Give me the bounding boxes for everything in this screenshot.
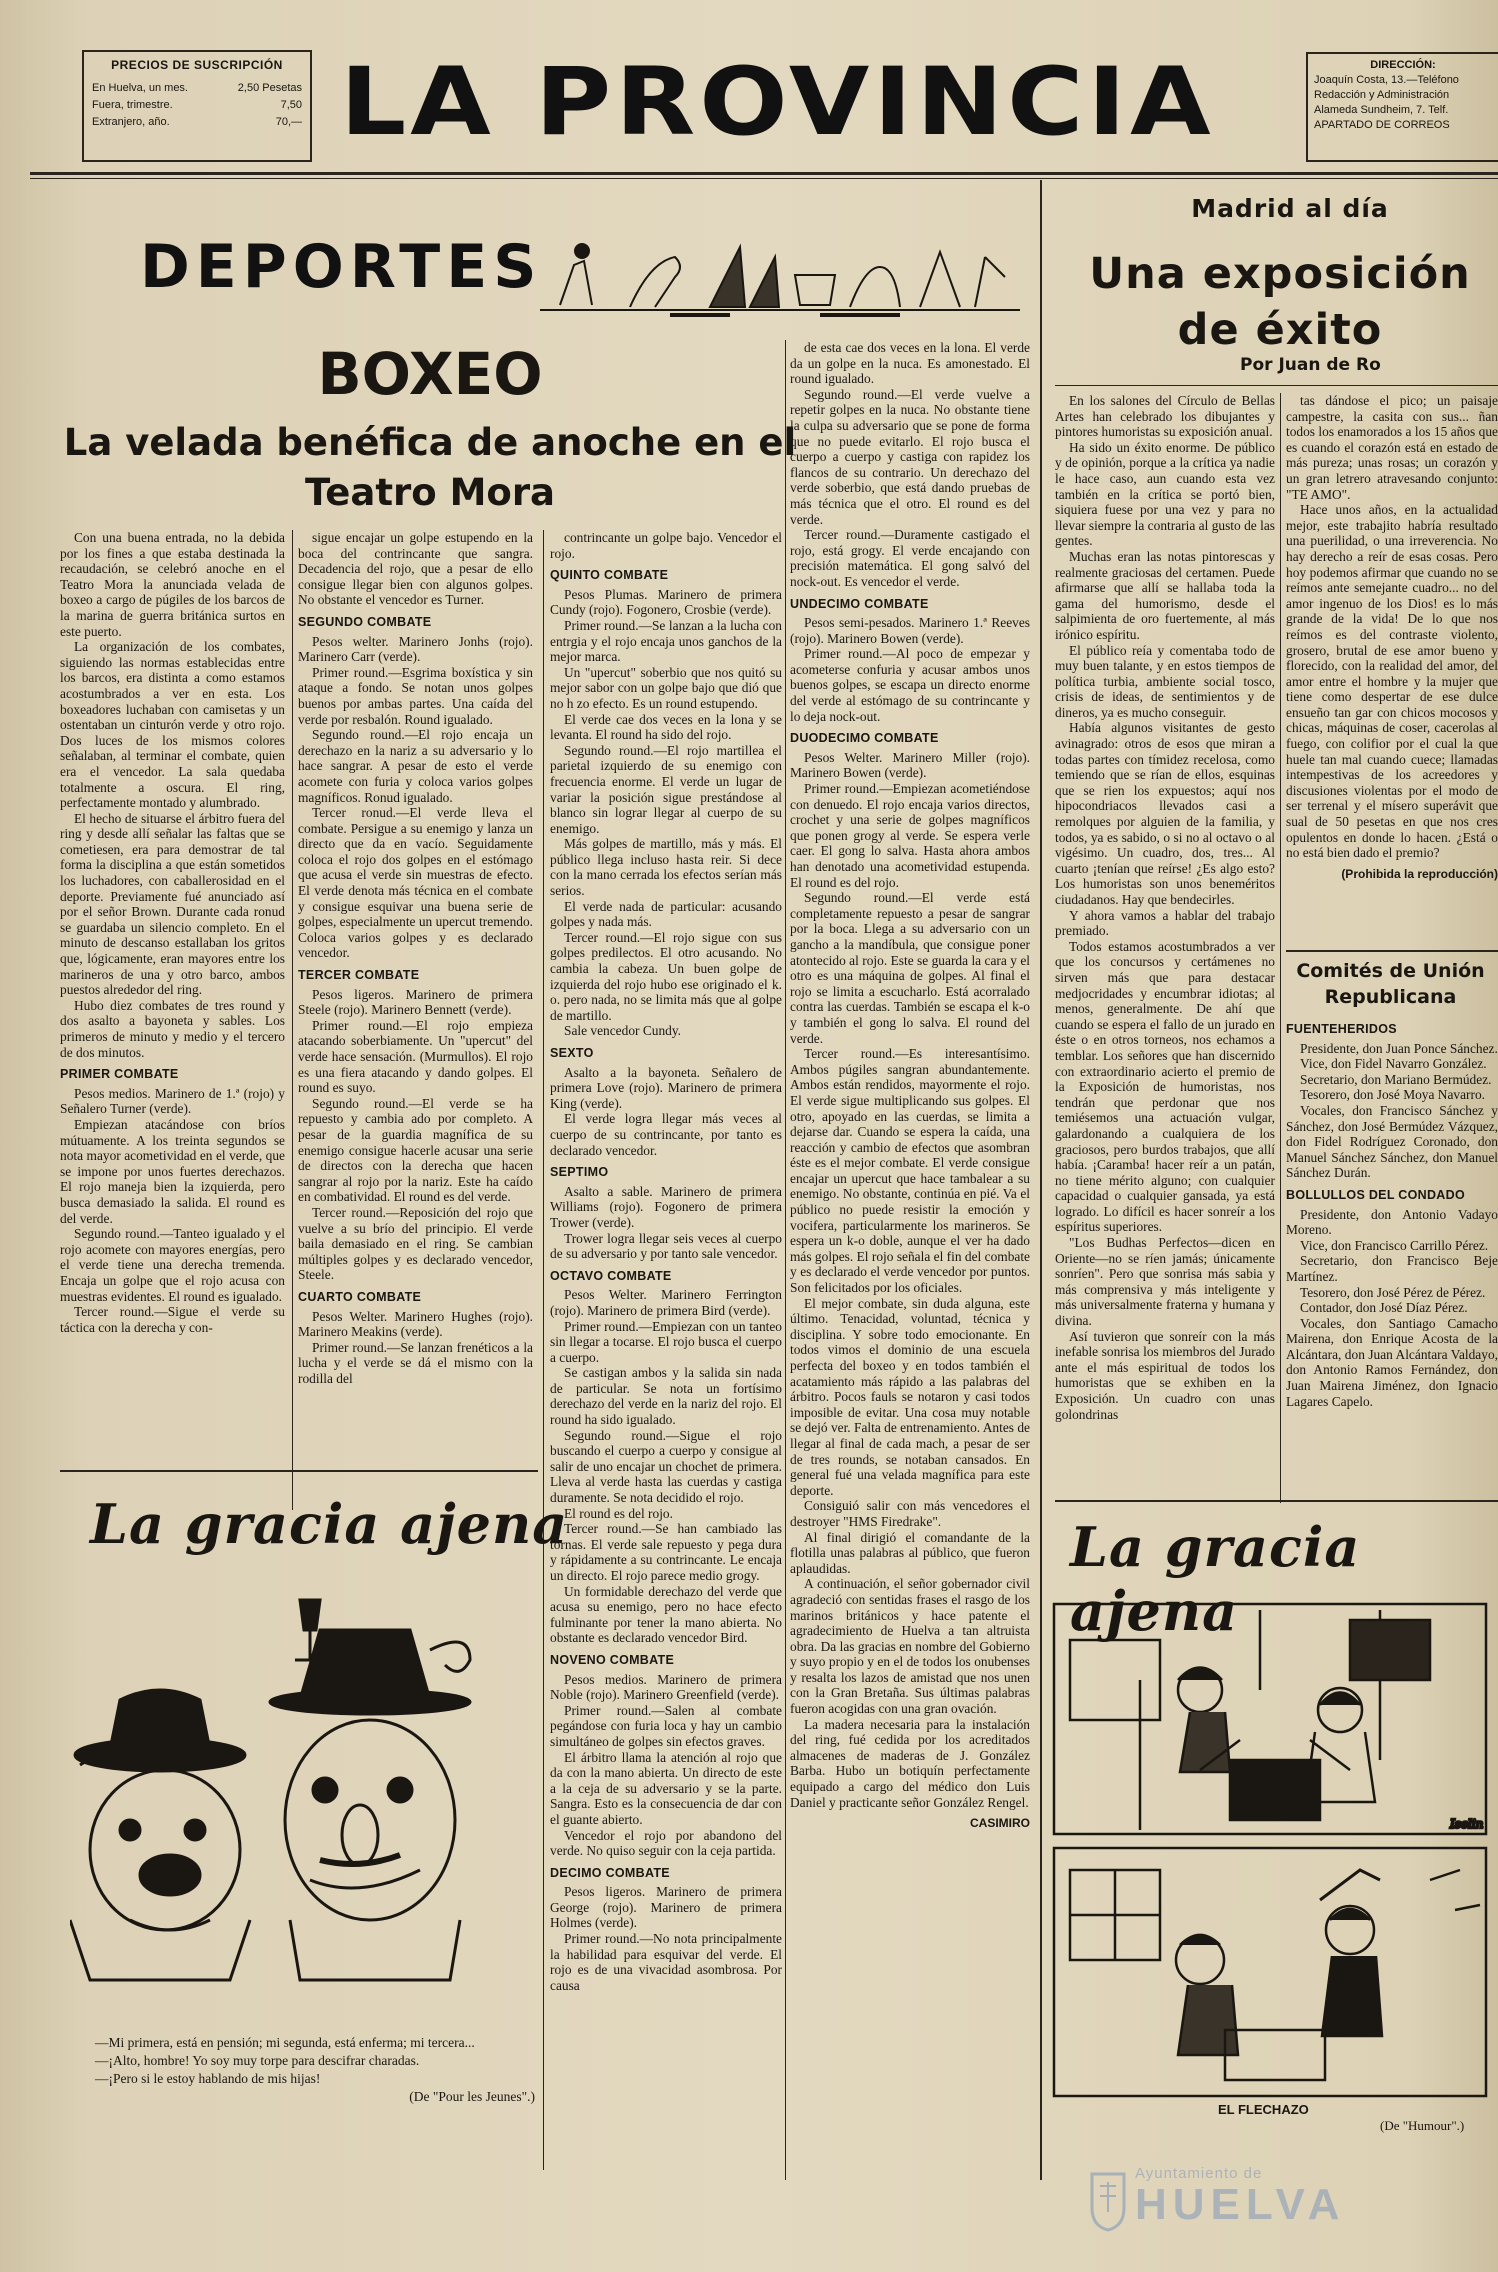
subheading: QUINTO COMBATE [550,568,669,583]
masthead-rule-thin [30,178,1498,179]
subscription-label: En Huelva, un mes. [92,82,188,94]
subheading: TERCER COMBATE [298,968,420,983]
paragraph: El árbitro llama la atención al rojo que da con la mano abierta. Un directo de este a la ceja de su adversario y se la parte. Sangra. Esto es la consecuencia de dar con el guante abierto. [550,1749,782,1827]
comites-heading: Comités de Unión Republicana [1296,960,1485,1008]
paragraph: Sale vencedor Cundy. [564,1023,682,1039]
paragraph: Había algunos visitantes de gesto avinagrado: otros de esos que miran a todas partes con tímidez recelosa, como temiendo que se rían de ellos, esquinas que se rien los expuestos; aquí nos hipocondriacos llevados casi a remolques por alguien de la familia, y todos, ya es sabido, o si no al octavo o al vigésimo. Un cuadro, dos, tres... Al cuarto ¡tenían que reírse! ¿Es algo esto? Los humoristas son unos beneméritos ciudadanos. Hay que bendecirles. [1055,720,1275,907]
paragraph: Pesos Plumas. Marinero de primera Cundy (rojo). Fogonero, Crosbie (verde). [550,586,782,618]
section-divider [1040,180,1042,2180]
paragraph: Primer round.—Se lanzan a la lucha con entrgia y el rojo encaja unos ganchos de la mejor marca. [550,617,782,665]
paragraph: Pesos Welter. Marinero Miller (rojo). Marinero Bowen (verde). [790,749,1030,781]
cartoon-title-left: La gracia ajena [90,1492,569,1556]
address-line: Joaquín Costa, 13.—Teléfono [1314,74,1459,86]
paragraph: Así tuvieron que sonreír con la más inefable sonrisa los miembros del Jurado ante el más espiritual de todos los humoristas que se exhiben en la Exposición. Un cuadro con unas golondrinas [1055,1328,1275,1422]
cartoon-rule [60,1470,538,1472]
paragraph: Primer round.—Salen al combate pegándose con furia loca y hay un cambio simultáneo de golpes sin efectos graves. [550,1702,782,1749]
paragraph: Segundo round.—El verde se ha repuesto y cambia ado por completo. A pesar de la guardia magnífica de su enemigo consigue hacerle acusar una serie de directos con la derecha que hacen sangrar al rojo por la nariz. Este ha caído en combatividad. El round es del verde. [298,1095,533,1205]
section-heading-boxeo: BOXEO [317,340,543,408]
column-divider [543,530,544,2170]
paragraph: Tercer round.—Reposición del rojo que vuelve a su brío del principio. El verde baila demasiado en el ring. Se cambian múltiples golpes y es declarado vencedor, Steele. [298,1204,533,1283]
paragraph: A continuación, el señor gobernador civil agradeció con sentidas frases el rasgo de los marinos británicos y hace patente el agradecimiento de Huelva a tan altruista obra. Da las gracias en nombre del Gobierno y suyo propio y en el de todos los onubenses y resalta los lazos de amistad que nos unen con la Gran Bretaña. Sus últimas palabras fueron acogidas con una gran ovación. [790,1576,1030,1717]
cartoon-title-right: La gracia ajena [1070,1515,1361,1643]
caption-line: —¡Alto, hombre! Yo soy muy torpe para descifrar charadas. [95,2053,420,2068]
paragraph: Un formidable derechazo del verde que acusa su enemigo, pero no hace efecto fulminante por tener la mano abierta. No obstante es declarado vencedor Bird. [550,1583,782,1646]
paragraph: Tercer round.—El rojo sigue con sus golpes predilectos. El otro acusando. No cambia la cabeza. Un buen golpe de izquierda del rojo hubo ese originado el k. o. pero nada, no se limita más que al golpe de martillo. [550,929,782,1023]
paragraph: Tercer round.—Sigue el verde su táctica con la derecha y con- [60,1304,285,1335]
cartoon-illustration-right [1050,1600,1490,2100]
paragraph: Asalto a sable. Marinero de primera Williams (rojo). Fogonero de primera Trower (verde). [550,1183,782,1230]
paragraph: Segundo round.—El rojo martillea el parietal izquierdo de su enemigo con frecuencia enorme. El verde un lugar de variar la posición sigue prestándose al blanco sin lograr llegar al cuerpo de su enemigo. [550,742,782,836]
paragraph: Segundo round.—El verde vuelve a repetir golpes en la nuca. No obstante tiene la culpa su adversario que se pone de forma que no puede evitarlo. El rojo busca el cuerpo a cuerpo y castiga con rapidez los flancos de su contrario. Un derechazo del verde soberbio, que está dando pruebas de más técnica que el otro. El round es del verde. [790,386,1030,527]
paragraph: La organización de los combates, siguiendo las normas establecidas entre los barcos, era distinta a como estamos acostumbrados a ver en esta. Los boxeadores luchaban con camisetas y un ostentaban un cinturón verde y otro rojo. Dos luces de los mismos colores señalaban, al terminar el combate, quien era el vencedor. La sala quedaba totalmente a oscura. El ring, perfectamente montado y alumbrado. [60,639,285,811]
paragraph: Segundo round.—Sigue el rojo buscando el cuerpo a cuerpo y consigue al salir de uno encajar un chochet de primera. Lleva al verde hasta las cuerdas y castiga duramente. Se nota decidido el rojo. [550,1427,782,1506]
signature: CASIMIRO [970,1816,1030,1831]
paragraph: El mejor combate, sin duda alguna, este último. Tenacidad, voluntad, técnica y disciplina. Y sobre todo emocionante. En todos vimos el dominio de una escuela perfecta del boxeo y en todos también el acatamiento más rápido a las palabras del árbitro. Pocos fauls se notaron y casi todos imposible de evitar. Una cosa muy notable se dejó ver. Falta de entrenamiento. Antes de llegar al final de cada mach, a pesar de ser de tres rounds, se notaban cansados. En general fué una velada magnífica para este deporte. [790,1295,1030,1498]
column-divider [292,530,293,1510]
subheading: CUARTO COMBATE [298,1289,422,1304]
paragraph: Tercer ronud.—El verde lleva el combate. Persigue a su enemigo y lanza un directo que da en vacío. Seguidamente coloca el rojo dos golpes en el estómago que acusa el verde sin muestras de efecto. El verde denota más técnica en el combate y consigue esquivar una buena serie de golpes, especialmente un upercut tremendo. Coloca varios golpes y es declarado vencedor. [298,805,533,961]
madrid-column-1 [1055,393,1275,1503]
paragraph: Pesos ligeros. Marinero de primera George (rojo). Marinero de primera Holmes (verde). [550,1884,782,1931]
paragraph: Primer round.—Esgrima boxística y sin ataque a fondo. Se notan unos golpes buenos por ambas partes. Una caída del verde por resbalón. Round igualado. [298,664,533,727]
newspaper-title: LA PROVINCIA [340,46,1215,157]
address-heading: DIRECCIÓN: [1370,59,1436,71]
paragraph: Al final dirigió el comandante de la flotilla unas palabras al público, que fueron aplaudidas. [790,1529,1030,1576]
coat-of-arms-icon [1088,2168,1128,2232]
paragraph: Presidente, don Antonio Vadayo Moreno. [1286,1206,1498,1238]
subscription-label: Fuera, trimestre. [92,99,173,111]
paragraph: Hubo diez combates de tres round y dos asalto a bayoneta y sables. Los primeros de minuto y medio y el tercero de dos minutos. [60,997,285,1060]
subheading: SEGUNDO COMBATE [298,614,432,629]
sports-column-2 [298,530,533,1510]
paragraph: El hecho de situarse el árbitro fuera del ring y desde allí señalar las faltas que se cometiesen, era para demostrar de tal forma la disciplina a que están sometidos los luchadores, con caballerosidad en el deporte. Previamente fué anunciado así por el señor Brown. Durante cada ronud se guardaba un silencio completo. En el minuto de descanso estallaban los gritos que, lógicamente, eran mayores entre los marineros de una y otro barco, ambos puestos alrededor del ring. [60,810,285,998]
address-box [1306,52,1498,162]
subscription-box [82,50,312,162]
article-headline: La velada benéfica de anoche en el Teatro Mora [63,421,797,514]
paragraph: Asalto a la bayoneta. Señalero de primera Love (rojo). Marinero de primera King (verde). [550,1064,782,1111]
subscription-price: 7,50 [280,99,302,111]
paragraph: El público reía y comentaba todo de muy buen talante, y en estos tiempos de política turbia, ambiente social tosco, crisis de ideas, de sentimientos y de dineros, ya es mucho conseguir. [1055,642,1275,720]
paragraph: Secretario, don Francisco Beje Martínez. [1286,1253,1498,1284]
address-line: Alameda Sundheim, 7. Telf. [1314,104,1449,116]
paragraph: de esta cae dos veces en la lona. El verde da un golpe en la nuca. Es amonestado. El round igualado. [790,340,1030,387]
subheading: DECIMO COMBATE [550,1865,670,1880]
subscription-row [92,80,302,97]
paragraph: Primer round.—Al poco de empezar y acometerse confuria y acusar ambos unos buenos golpes, se escapa un directo enorme del verde al estómago de su contrincante y lo deja nock-out. [790,646,1030,724]
sports-column-4 [790,340,1030,2180]
section-title-deportes: DEPORTES [140,232,543,302]
paragraph: Un "upercut" soberbio que nos quitó su mejor sabor con un golpe bajo que dió que no h zo efecto. Es un round estupendo. [550,664,782,711]
cartoon-caption-right: EL FLECHAZO [1218,2102,1309,2117]
paragraph: Todos estamos acostumbrados a ver que los concursos y certámenes no sirven más que para destacar medjocridades y encumbrar idiotas; al menos, generalmente. De ahí que cuando se espera el fallo de un jurado en éste o en otros torneos, nos echamos a temblar. Los señores que han discernido con extraordinario acierto el premio de la Exposición de humoristas, nos tendrán que perdonar que nos temiésemos una actuación vulgar, galardonando a cualquiera de los graciosos, pero burdos trabajos, que allí había. ¡Caramba! hacer reír a un patán, no tiene mérito alguno; con cualquier capacidad o cualquier gansada, ya está logrado. Lo difícil es hacer sonreír a los espíritus superiores. [1055,938,1275,1235]
cartoon-credit-right: (De "Humour".) [1380,2118,1465,2133]
paragraph: Pesos welter. Marinero Jonhs (rojo). Marinero Carr (verde). [298,633,533,665]
subscription-row [92,114,302,131]
caption-line: —¡Pero si le estoy hablando de mis hijas! [95,2071,321,2086]
cartoon-credit-left: (De "Pour les Jeunes".) [409,2089,535,2104]
subscription-price: 70,— [275,116,302,128]
paragraph: contrincante un golpe bajo. Vencedor el rojo. [550,530,782,561]
madrid-column-2 [1286,393,1498,945]
paragraph: Tercer round.—Es interesantísimo. Ambos púgiles sangran abundantemente. Ambos están rendidos, mayormente el rojo. El verde sigue multiplicando sus golpes. El otro, apoyado en las cuerdas, se limita a dejarse dar. Cuando se espera la caída, una reacción y cambio de efectos que asombran éste es el mejor combate. El verde consigue encajar un upercut que hace tambalear a su enemigo. No obstante, continúa en pié. Va el público no puede resistir la emoción y vocifera, particularmente los marineros. Se espera un k-o doble, aunque el ver ha dado más golpes. El rojo señala el fin del combate y es declarado el verde vencedor por puntos. Son felicitados por los oficiales. [790,1046,1030,1296]
subscription-price: 2,50 Pesetas [237,82,302,94]
sports-column-3 [550,530,782,2170]
column-divider [1280,393,1281,1503]
cartoon-illustration-left [70,1590,530,1990]
paragraph: El verde cae dos veces en la lona y se levanta. El round ha sido del rojo. [550,711,782,743]
paragraph: "Los Budhas Perfectos—dicen en Oriente—no se ríen jamás; únicamente sonríen". Pero que sonrisa más sabia y más comprensiva y más inteligente y más universalmente fraterna y humana y divina. [1055,1235,1275,1329]
paragraph: El verde nada de particular: acusando golpes y nada más. [550,898,782,930]
archive-watermark [1135,2165,1435,2228]
paragraph: Muchas eran las notas pintorescas y realmente graciosas del certamen. Puede afirmarse que allí se hallaba toda la gama del humorismo, desde el salpimienta de oro fuertemente, al más irónico espíritu. [1055,548,1275,642]
article-headline-exposicion: Una exposición de éxito [1089,249,1471,355]
paragraph: Segundo round.—El verde está completamente repuesto a pesar de sangrar por la boca. Llega a su adversario con un gancho a la mandíbula, que consigue poner atontecido al rojo. Este se guarda la cara y el otro es una máquina de golpes. Al final el rojo se limita a escucharlo. Está acorralado contra las cuerdas. También se escapa el k-o y también el gong lo salva. El round del verde. [790,890,1030,1046]
caption-line: —Mi primera, está en pensión; mi segunda, está enferma; mi tercera... [95,2035,475,2050]
subheading: SEPTIMO [550,1165,609,1180]
paragraph: Tesorero, don José Pérez de Pérez. [1300,1284,1486,1300]
paragraph: Primer round.—Empiezan acometiéndose con denuedo. El rojo encaja varios directos, crochet y una serie de golpes magníficos que ponen grogy al verde. Se espera verle caer. El gong lo salva. Hasta ahora ambos han denotado una acometividad estupenda. El round es del rojo. [790,781,1030,890]
column-divider [785,340,786,2180]
byline-rule [1055,385,1498,386]
subscription-heading: PRECIOS DE SUSCRIPCIÓN [111,58,283,72]
watermark-line: Ayuntamiento de [1135,2165,1263,2182]
paragraph: Pesos Welter. Marinero Ferrington (rojo). Marinero de primera Bird (verde). [550,1287,782,1318]
subheading: OCTAVO COMBATE [550,1268,672,1283]
paragraph: El verde logra llegar más veces al cuerpo de su contrincante, por tanto es declarado vencedor. [550,1111,782,1158]
paragraph: Segundo round.—Tanteo igualado y el rojo acomete con mayores energías, pero el verde tiene una derecha tremenda. Encaja un golpe que el rojo acusa con muestras evidentes. El round es igualado. [60,1226,285,1304]
subscription-row [92,97,302,114]
paragraph: Presidente, don Juan Ponce Sánchez. [1300,1040,1498,1056]
paragraph: Ha sido un éxito enorme. De público y de opinión, porque a la crítica ya nadie le hace caso, aun cuando esta vez también en la crítica se portó bien, siquiera fuese por una vez y para no llevar siempre la contraria al gusto de las gentes. [1055,439,1275,549]
paragraph: Pesos Welter. Marinero Hughes (rojo). Marinero Meakins (verde). [298,1308,533,1340]
paragraph: Hace unos años, en la actualidad mejor, este trabajito habría resultado una puerilidad, o una irreverencia. No hay derecho a reír de esas cosas. Pero hoy podemos afirmar que cuando no se reímos ante semejante cuadro... no del amor ingenuo de los Dios! es lo más grande de la vida! De lo que nos reímos es del contraste violento, grosero, brutal de ese amor bueno y florecido, con la realidad del amor, del amor entre el hombre y la mujer que tiene como despertar de ese dulce ensueño tan gar con chicos mocosos y chicas, máquinas de coser, cacerolas al fuego, con colifior por el cual la que huele tan mal cuando cuece; llamadas intempestivas de los acreedores y discusiones violentas por el modo de ser terrenal y el mísero superávit que sual de 50 pesetas en que nos cres opulentos en donde lo hacen. ¿Está o no está bien dado el premio? [1286,502,1498,861]
paragraph: Vocales, don Francisco Sánchez y Sánchez, don José Bermúdez Vázquez, don Fidel Rodríguez Coronado, don Manuel Sánchez Sánchez, don Manuel Sánchez Durán. [1286,1102,1498,1181]
cartoon-rule-right [1055,1500,1498,1502]
paragraph: Trower logra llegar seis veces al cuerpo de su adversario y por tanto sale vencedor. [550,1230,782,1262]
section-kicker-madrid: Madrid al día [1191,194,1389,223]
paragraph: En los salones del Círculo de Bellas Artes han celebrado los dibujantes y pintores humoristas su exposición anual. [1055,393,1275,440]
paragraph: Tesorero, don José Moya Navarro. [1300,1087,1485,1103]
paragraph: El round es del rojo. [564,1505,673,1521]
comites-list [1286,1015,1498,1505]
paragraph: Primer round.—Se lanzan frenéticos a la lucha y el verde se dá el mismo con la rodilla del [298,1339,533,1386]
paragraph: Vencedor el rojo por abandono del verde. No quiso seguir con la ceja partida. [550,1827,782,1859]
paragraph: Segundo round.—El rojo encaja un derechazo en la nariz a su adversario y lo hace sangrar. A pesar de esto el verde acomete con furia y coloca varios golpes magníficos. Ronud igualado. [298,727,533,805]
paragraph: Pesos semi-pesados. Marinero 1.ª Reeves (rojo). Marinero Bowen (verde). [790,615,1030,646]
paragraph: Vice, don Francisco Carrillo Pérez. [1300,1237,1489,1253]
paragraph: Primer round.—Empiezan con un tanteo sin llegar a tocarse. El rojo busca el cuerpo a cuerpo. [550,1318,782,1365]
paragraph: Tercer round.—Duramente castigado el rojo, está grogy. El verde encajando con precisión matemática. El gong salvó del nock-out. Es vencedor el verde. [790,527,1030,589]
paragraph: Y ahora vamos a hablar del trabajo premiado. [1055,907,1275,939]
paragraph: Contador, don José Díaz Pérez. [1300,1300,1468,1316]
paragraph: Primer round.—El rojo empieza atacando soberbiamente. Un "upercut" del verde hace sensación. (Murmullos). El rojo es una fiera atacando y dando golpes. El round es suyo. [298,1017,533,1096]
paragraph: Empiezan atacándose con bríos mútuamente. A los treinta segundos se nota mayor acometividad en el verde, que se impone por unos fuertes derechazos. El rojo maneja bien la izquierda, pero busca demasiado la salida. El round es del verde. [60,1116,285,1226]
masthead-rule [30,172,1498,175]
paragraph: sigue encajar un golpe estupendo en la boca del contrincante que sangra. Decadencia del rojo, que a pesar de ello consigue llegar bien con algunos golpes. No obstante el vencedor es Turner. [298,530,533,608]
paragraph: La madera necesaria para la instalación del ring, fué cedida por los acreditados almacenes de maderas de J. González Barba. Hubo un botiquín perfectamente equipado a cargo del médico don Luis Daniel y practicante señor González Rengel. [790,1716,1030,1810]
subheading: UNDECIMO COMBATE [790,596,929,611]
paragraph: Tercer round.—Se han cambiado las tornas. El verde sale repuesto y pega dura y rápidamente a su contrincante. Le encaja un directo. El rojo parece medio grogy. [550,1521,782,1583]
paragraph: Primer round.—No nota principalmente la habilidad para esquivar del verde. El rojo es de una vivacidad asombrosa. Por causa [550,1931,782,1993]
paragraph: Consiguió salir con más vencedores el destroyer "HMS Firedrake". [790,1498,1030,1529]
subheading: FUENTEHERIDOS [1286,1022,1397,1036]
paragraph: tas dándose el pico; un paisaje campestre, la casita con sus... ñan todos los enamorados a los 15 años que es cuando el corazón está en estado de más pureza; unas rosas; un corazón y un gran letrero atravesando conjunto: "TE AMO". [1286,393,1498,502]
cartoonist-signature: Iselin [1450,1817,1484,1831]
subheading: NOVENO COMBATE [550,1652,675,1667]
paragraph: Pesos medios. Marinero de 1.ª (rojo) y Señalero Turner (verde). [60,1085,285,1117]
subheading: BOLLULLOS DEL CONDADO [1286,1187,1465,1202]
address-line: Redacción y Administración [1314,89,1450,101]
article-byline: Por Juan de Ro [1240,355,1381,375]
sports-column-1 [60,530,285,1510]
subheading: DUODECIMO COMBATE [790,731,939,746]
paragraph: Vocales, don Santiago Camacho Mairena, don Enrique Acosta de la Alcántara, don Juan Alcántara Valdayo, don Antonio Ramos Fernández, don Juan Mairena Jiménez, don Ignacio Lagares Capelo. [1286,1315,1498,1409]
address-line: APARTADO DE CORREOS [1314,119,1450,131]
subscription-label: Extranjero, año. [92,116,170,128]
paragraph: Pesos medios. Marinero de primera Noble (rojo). Marinero Greenfield (verde). [550,1671,782,1703]
sports-illustration [520,215,1040,325]
signature: (Prohibida la reproducción) [1341,866,1498,881]
paragraph: Más golpes de martillo, más y más. El público llega incluso hasta reir. Si dece con la mano cerrada los efectos serían más serios. [550,836,782,899]
subheading: PRIMER COMBATE [60,1067,179,1082]
paragraph: Vice, don Fidel Navarro González. [1300,1056,1487,1072]
cartoon-caption-left [95,2034,535,2106]
watermark-city: HUELVA [1135,2180,1346,2229]
subheading: SEXTO [550,1046,594,1060]
paragraph: Con una buena entrada, no la debida por los fines a que estaba destinada la recaudación, se celebró anoche en el Teatro Mora la anunciada velada de boxeo a cargo de púgiles de los barcos de la marina de guerra británica surtos en este puerto. [60,530,285,639]
paragraph: Secretario, don Mariano Bermúdez. [1300,1071,1492,1087]
paragraph: Se castigan ambos y la salida sin nada de particular. Se nota un fortísimo derechazo del verde en la nariz del rojo. El round ha sido igualado. [550,1365,782,1428]
paragraph: Pesos ligeros. Marinero de primera Steele (rojo). Marinero Bennett (verde). [298,986,533,1018]
comites-rule [1286,950,1498,952]
